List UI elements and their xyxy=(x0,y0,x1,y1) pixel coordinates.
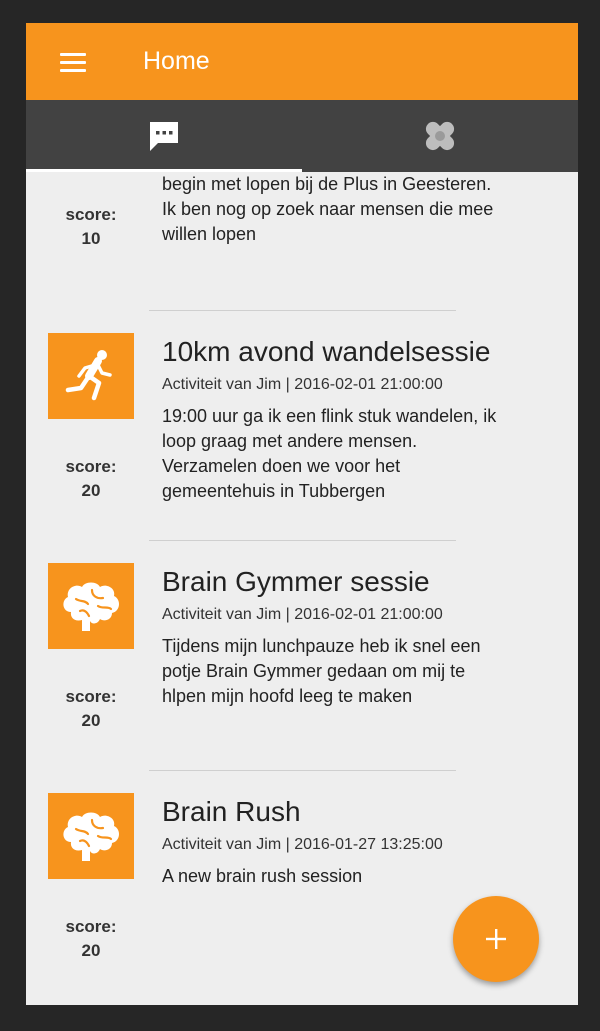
hamburger-menu-icon[interactable] xyxy=(56,49,88,75)
score-value: 10 xyxy=(81,229,101,248)
activity-meta: Activiteit van Jim | 2016-02-01 21:00:00 xyxy=(162,376,443,393)
activity-description xyxy=(162,634,562,709)
description-line: begin met lopen bij de Plus in Geesteren. xyxy=(162,174,492,194)
add-activity-button[interactable] xyxy=(453,896,539,982)
bandage-icon xyxy=(422,118,458,154)
tab-messages[interactable] xyxy=(26,100,302,172)
score-label: score: xyxy=(65,687,117,706)
score-label: score: xyxy=(65,917,117,936)
plus-icon xyxy=(484,927,508,951)
activity-thumbnail xyxy=(48,333,134,419)
description-line: A new brain rush session xyxy=(162,866,363,886)
app-bar xyxy=(26,23,578,100)
description-line: gemeentehuis in Tubbergen xyxy=(162,481,386,501)
activity-thumbnail xyxy=(48,793,134,879)
activity-item[interactable] xyxy=(26,172,578,290)
description-line: potje Brain Gymmer gedaan om mij te xyxy=(162,661,466,681)
score-label: score: xyxy=(65,457,117,476)
score-value: 20 xyxy=(81,711,101,730)
activity-description xyxy=(162,404,562,504)
brain-icon xyxy=(59,809,123,863)
divider xyxy=(149,310,456,311)
activity-meta: Activiteit van Jim | 2016-02-01 21:00:00 xyxy=(162,606,443,623)
activity-thumbnail xyxy=(48,563,134,649)
activity-title: Brain Gymmer sessie xyxy=(162,566,430,597)
brain-icon xyxy=(59,579,123,633)
tab-bandage[interactable] xyxy=(302,100,578,172)
activity-title: Brain Rush xyxy=(162,796,301,827)
activity-meta: Activiteit van Jim | 2016-01-27 13:25:00 xyxy=(162,836,443,853)
tab-bar xyxy=(26,100,578,172)
divider xyxy=(149,540,456,541)
activity-item[interactable] xyxy=(26,333,578,533)
score-value: 20 xyxy=(81,481,101,500)
description-line: Tijdens mijn lunchpauze heb ik snel een xyxy=(162,636,481,656)
activity-title: 10km avond wandelsessie xyxy=(162,336,491,367)
phone-screen xyxy=(26,23,578,1005)
description-line: willen lopen xyxy=(162,224,257,244)
chat-icon xyxy=(147,119,181,153)
description-line: loop graag met andere mensen. xyxy=(162,431,418,451)
activity-description xyxy=(162,864,562,889)
description-line: 19:00 uur ga ik een flink stuk wandelen, ik xyxy=(162,406,497,426)
activity-item[interactable] xyxy=(26,563,578,763)
runner-icon xyxy=(61,346,121,406)
score-value: 20 xyxy=(81,941,101,960)
description-line: Verzamelen doen we voor het xyxy=(162,456,401,476)
score-label: score: xyxy=(65,205,117,224)
description-line: hlpen mijn hoofd leeg te maken xyxy=(162,686,413,706)
divider xyxy=(149,770,456,771)
description-line: Ik ben nog op zoek naar mensen die mee xyxy=(162,199,494,219)
activity-description xyxy=(162,172,562,247)
activity-feed[interactable] xyxy=(26,172,578,1005)
page-title: Home xyxy=(143,47,210,75)
